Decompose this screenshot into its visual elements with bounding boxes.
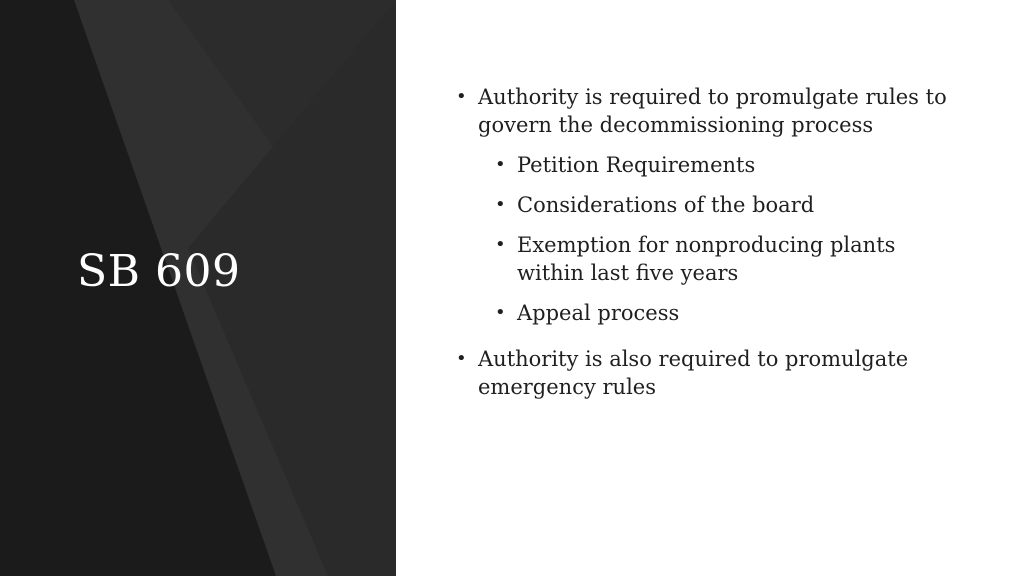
bullet-item-emergency-rules [456, 345, 956, 401]
title-panel [0, 0, 396, 576]
main-bullet-list [456, 83, 956, 401]
slide-title: SB 609 [77, 246, 241, 297]
sub-bullet-item: • Appeal process [495, 299, 956, 327]
sub-bullet-item: • Considerations of the board [495, 191, 956, 219]
decommissioning-sub-bullet-list [495, 151, 956, 327]
bullet-text: • Authority is required to promulgate rules to govern the decommissioning process [478, 85, 947, 137]
sub-bullet-item: • Exemption for nonproducing plants within last five years [495, 231, 956, 287]
bullet-text: • Authority is also required to promulgate emergency rules [478, 347, 909, 399]
bullet-item-authority-decommissioning [456, 83, 956, 327]
sub-bullet-item: • Petition Requirements [495, 151, 956, 179]
slide-content [456, 83, 956, 411]
